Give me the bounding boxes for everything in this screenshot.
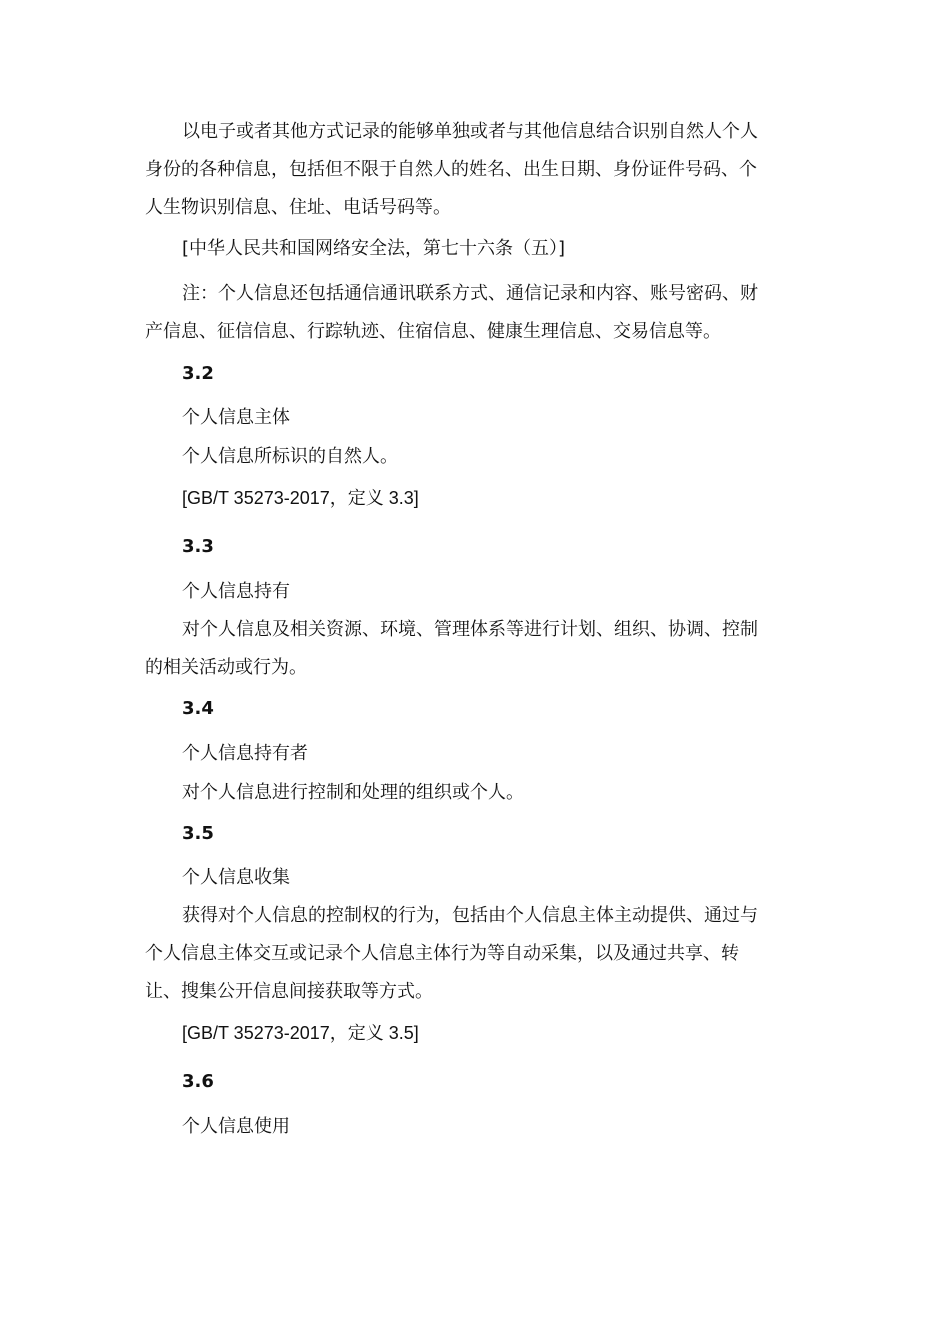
section-number: 3.3: [182, 536, 214, 557]
term-title: 个人信息收集: [182, 867, 290, 888]
source-reference: [GB/T 35273-2017，定义 3.3]: [182, 488, 419, 508]
source-reference: [中华人民共和国网络安全法，第七十六条（五）]: [182, 238, 566, 259]
source-reference: [GB/T 35273-2017，定义 3.5]: [182, 1023, 419, 1043]
definition-line: 的相关活动或行为。: [145, 657, 307, 678]
note-line: 注：个人信息还包括通信通讯联系方式、通信记录和内容、账号密码、财: [182, 283, 758, 304]
definition-line: 对个人信息进行控制和处理的组织或个人。: [182, 782, 524, 803]
definition-line: 获得对个人信息的控制权的行为，包括由个人信息主体主动提供、通过与: [182, 905, 758, 926]
definition-line: 对个人信息及相关资源、环境、管理体系等进行计划、组织、协调、控制: [182, 619, 758, 640]
term-title: 个人信息持有者: [182, 743, 308, 764]
section-number: 3.2: [182, 363, 214, 384]
definition-line: 身份的各种信息，包括但不限于自然人的姓名、出生日期、身份证件号码、个: [145, 159, 757, 180]
section-number: 3.5: [182, 823, 214, 844]
definition-line: 个人信息所标识的自然人。: [182, 446, 398, 467]
note-line: 产信息、征信信息、行踪轨迹、住宿信息、健康生理信息、交易信息等。: [145, 321, 721, 342]
term-title: 个人信息持有: [182, 581, 290, 602]
definition-line: 人生物识别信息、住址、电话号码等。: [145, 197, 451, 218]
definition-line: 个人信息主体交互或记录个人信息主体行为等自动采集，以及通过共享、转: [145, 943, 739, 964]
definition-line: 以电子或者其他方式记录的能够单独或者与其他信息结合识别自然人个人: [182, 121, 758, 142]
definition-line: 让、搜集公开信息间接获取等方式。: [145, 981, 433, 1002]
term-title: 个人信息使用: [182, 1116, 290, 1137]
section-number: 3.6: [182, 1071, 214, 1092]
section-number: 3.4: [182, 698, 214, 719]
term-title: 个人信息主体: [182, 407, 290, 428]
